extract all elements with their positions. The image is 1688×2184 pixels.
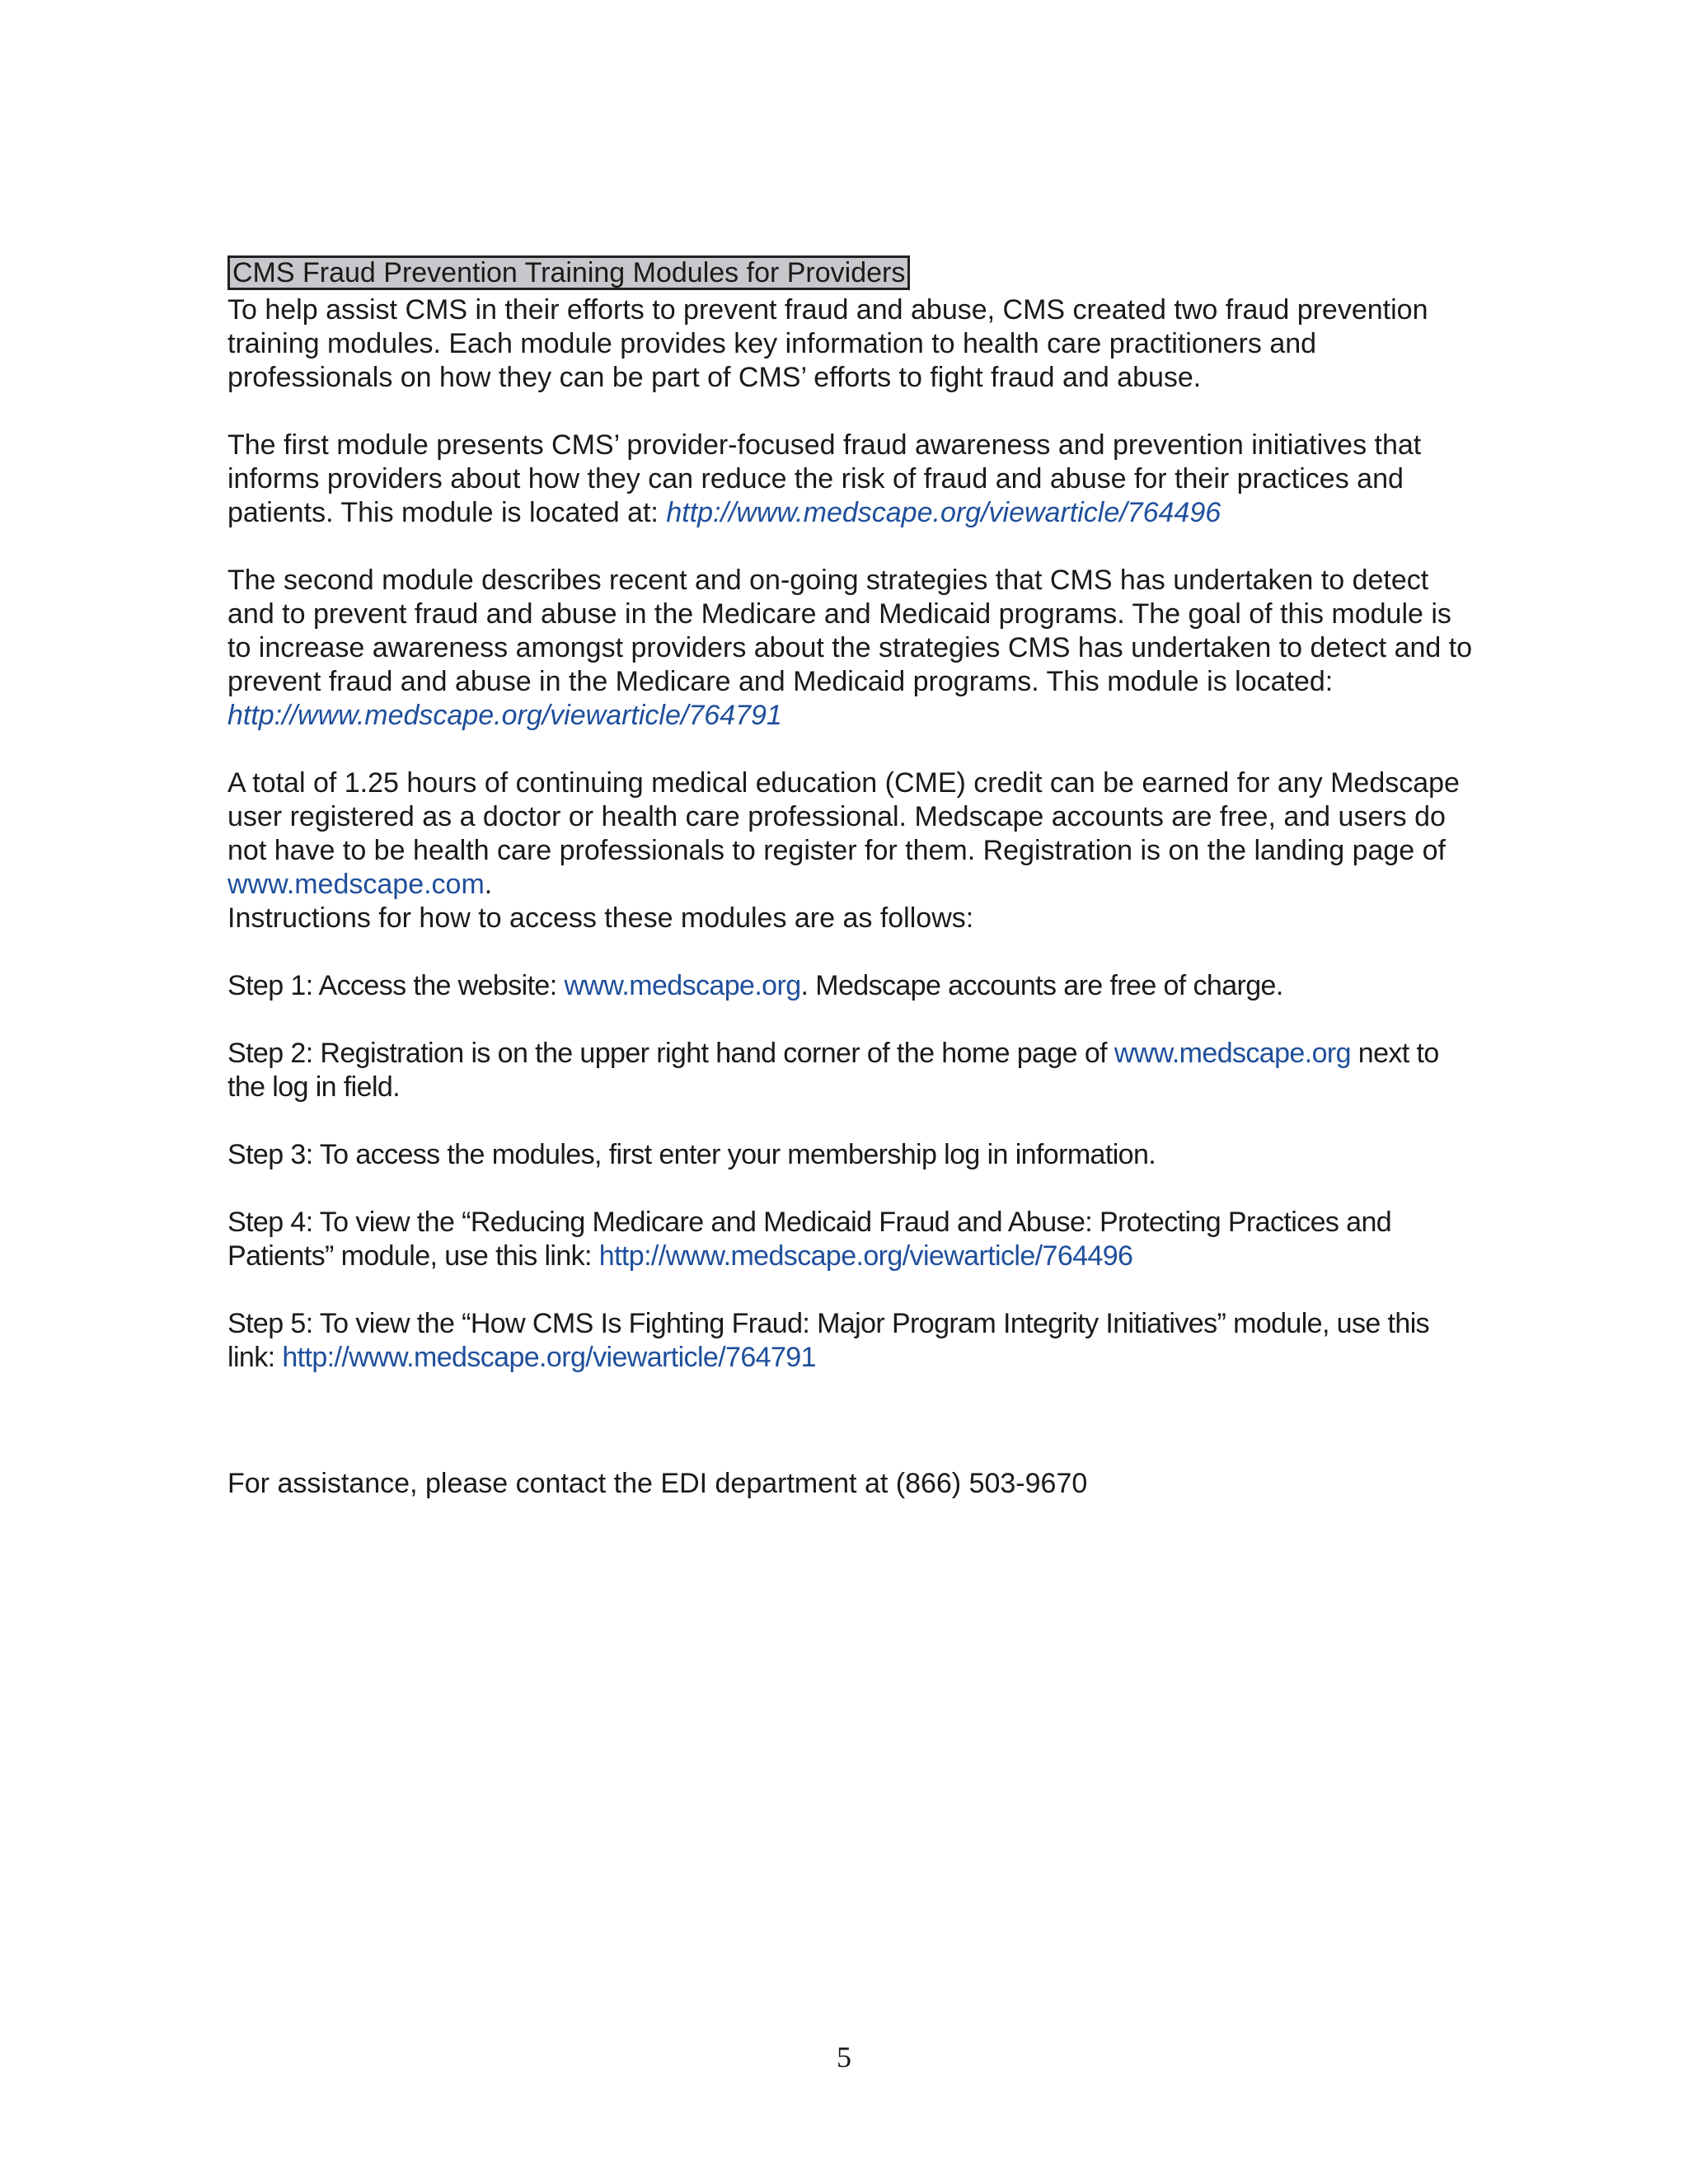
assistance-line: For assistance, please contact the EDI department at (866) 503-9670 — [227, 1468, 1088, 1499]
step2-after: next to the log in field. — [227, 1038, 1439, 1103]
step-3 — [227, 1138, 1480, 1172]
module2-text: The second module describes recent and on-going strategies that CMS has undertaken to detect and to prevent fraud and abuse in the Medicare and Medicaid programs. The goal of this module is to increase awareness amongst providers about the strategies CMS has undertaken to detect and to prevent fraud and abuse in the Medicare and Medicaid programs. This module is located: — [227, 565, 1473, 697]
step1-link[interactable]: www.medscape.org — [564, 970, 801, 1001]
step3-text: Step 3: To access the modules, first enter your membership log in information. — [227, 1139, 1156, 1170]
module2-link[interactable]: http://www.medscape.org/viewarticle/764791 — [227, 700, 782, 731]
step4-text: Step 4: To view the “Reducing Medicare and Medicaid Fraud and Abuse: Protecting Practices and Patients” module, use this link: — [227, 1207, 1392, 1272]
step2-text: Step 2: Registration is on the upper right hand corner of the home page of — [227, 1038, 1114, 1069]
step5-text: Step 5: To view the “How CMS Is Fighting Fraud: Major Program Integrity Initiatives” module, use this link: — [227, 1308, 1430, 1373]
step-4 — [227, 1206, 1480, 1273]
step-5 — [227, 1307, 1480, 1375]
module1-text: The first module presents CMS’ provider-focused fraud awareness and prevention initiatives that informs providers about how they can reduce the risk of fraud and abuse for their practices and patients. This module is located at: — [227, 429, 1422, 528]
step1-text: Step 1: Access the website: — [227, 970, 565, 1001]
step2-link[interactable]: www.medscape.org — [1114, 1038, 1351, 1069]
medscape-com-link[interactable]: www.medscape.com — [227, 869, 485, 900]
intro-text: To help assist CMS in their efforts to prevent fraud and abuse, CMS created two fraud prevention training modules. Each module provides key information to health care practitioners and professionals on how they can be part of CMS’ efforts to fight fraud and abuse. — [227, 294, 1428, 393]
instructions-line — [227, 902, 1480, 935]
module2-paragraph — [227, 564, 1480, 733]
step-2 — [227, 1037, 1480, 1104]
module1-paragraph — [227, 429, 1480, 530]
step5-link[interactable]: http://www.medscape.org/viewarticle/764791 — [282, 1342, 816, 1373]
module1-link[interactable]: http://www.medscape.org/viewarticle/764496 — [666, 497, 1221, 528]
document-body — [227, 255, 1480, 1408]
instructions-text: Instructions for how to access these modules are as follows: — [227, 902, 974, 934]
page-number: 5 — [837, 2041, 851, 2074]
step1-after: . Medscape accounts are free of charge. — [800, 970, 1283, 1001]
steps-list — [227, 969, 1480, 1375]
section-heading: CMS Fraud Prevention Training Modules for Providers — [227, 255, 910, 290]
cme-text: A total of 1.25 hours of continuing medical education (CME) credit can be earned for any Medscape user registered as a doctor or health care professional. Medscape accounts are free, and users do not have to be health care professionals to register for them. Registration is on the landing page of — [227, 767, 1460, 866]
cme-after: . — [484, 869, 493, 900]
cme-paragraph — [227, 766, 1480, 902]
intro-paragraph — [227, 293, 1480, 395]
step4-link[interactable]: http://www.medscape.org/viewarticle/764496 — [598, 1240, 1133, 1272]
step-1 — [227, 969, 1480, 1003]
